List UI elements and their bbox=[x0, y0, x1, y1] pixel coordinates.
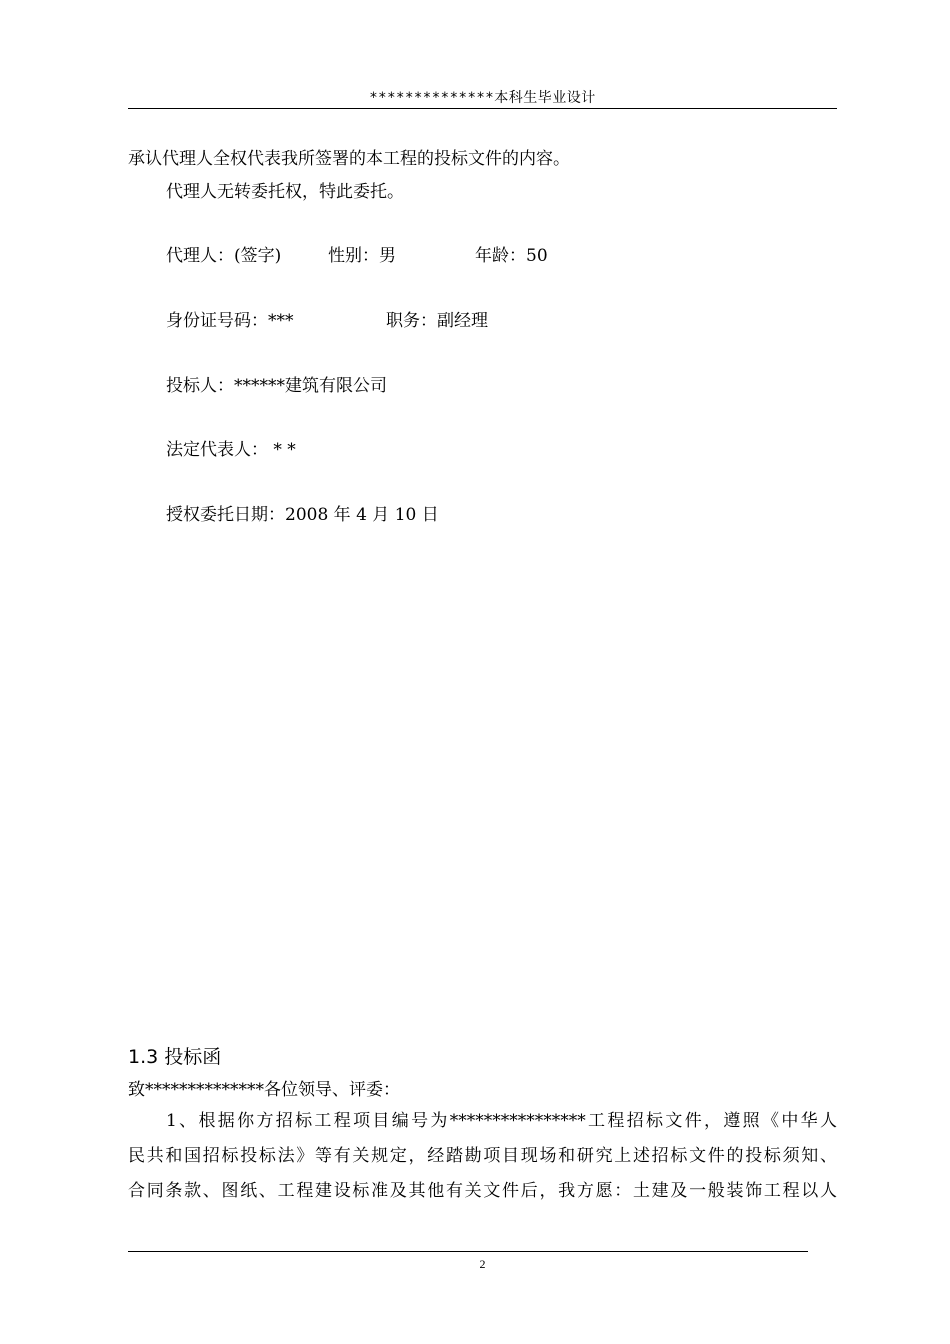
bidder-line: 投标人：******建筑有限公司 bbox=[166, 376, 387, 396]
paragraph-line: 民共和国招标投标法》等有关规定，经踏勘项目现场和研究上述招标文件的投标须知、 bbox=[128, 1146, 837, 1166]
agent-gender: 性别：男 bbox=[328, 246, 396, 266]
agent-age: 年龄：50 bbox=[475, 246, 548, 266]
legal-representative-line: 法定代表人： * * bbox=[166, 440, 296, 460]
header-title: **************本科生毕业设计 bbox=[369, 90, 596, 106]
agent-signature-label: 代理人：(签字) bbox=[166, 246, 282, 266]
header-divider bbox=[128, 108, 837, 109]
section-heading: 1.3 投标函 bbox=[128, 1046, 222, 1068]
authorization-date-line: 授权委托日期：2008 年 4 月 10 日 bbox=[166, 505, 439, 525]
no-transfer-line: 代理人无转委托权，特此委托。 bbox=[166, 182, 404, 202]
paragraph-line: 1、根据你方招标工程项目编号为****************工程招标文件，遵照《中华人 bbox=[166, 1111, 837, 1131]
continuation-line: 承认代理人全权代表我所签署的本工程的投标文件的内容。 bbox=[128, 149, 570, 169]
id-number: 身份证号码：*** bbox=[166, 311, 294, 331]
agent-position: 职务：副经理 bbox=[386, 311, 488, 331]
footer-divider bbox=[128, 1251, 808, 1252]
paragraph-line: 合同条款、图纸、工程建设标准及其他有关文件后，我方愿：土建及一般装饰工程以人 bbox=[128, 1181, 837, 1201]
salutation-line: 致**************各位领导、评委： bbox=[128, 1080, 400, 1100]
page-number: 2 bbox=[479, 1257, 486, 1271]
